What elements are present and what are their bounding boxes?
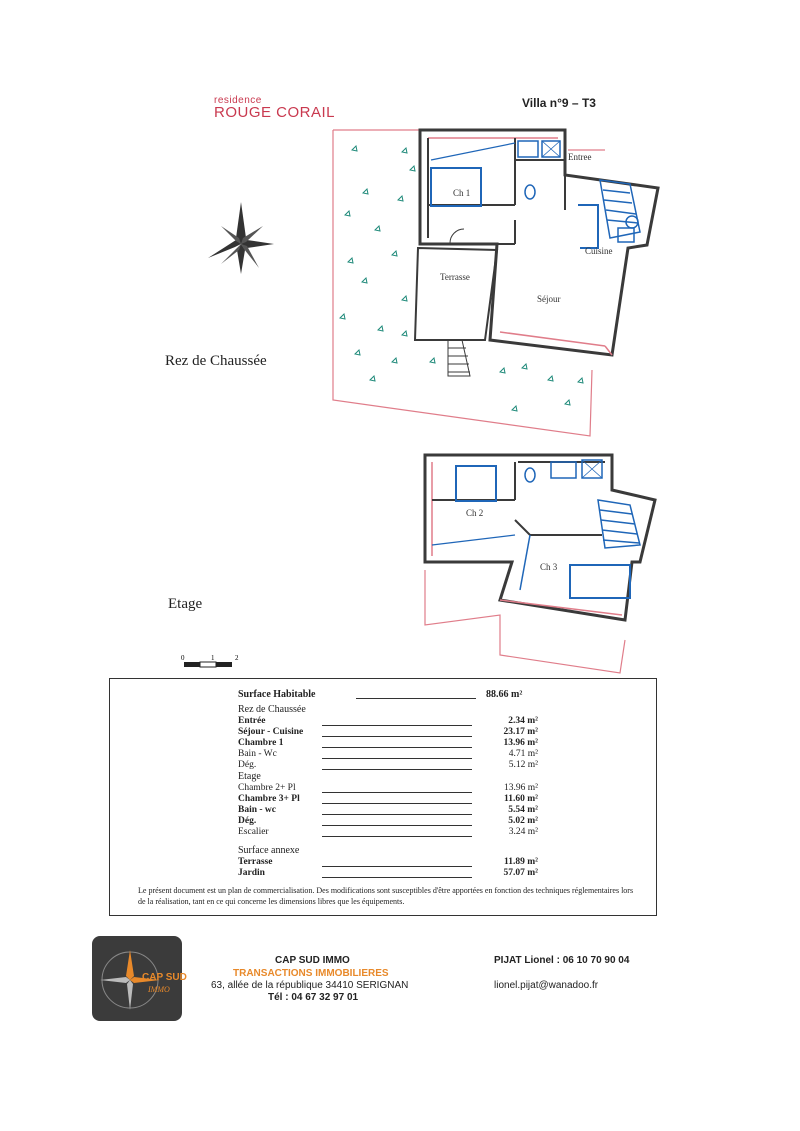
brand-small-text: residence xyxy=(214,95,262,106)
ground-row-label: Chambre 1 xyxy=(238,738,284,748)
annex-row-value: 11.89 m² xyxy=(504,857,538,867)
scale-tick-0: 0 xyxy=(181,654,185,662)
surface-table xyxy=(109,678,657,916)
agency-tagline: TRANSACTIONS IMMOBILIERES xyxy=(233,968,389,979)
contact-email: lionel.pijat@wanadoo.fr xyxy=(494,980,599,991)
annex-header: Surface annexe xyxy=(238,845,300,856)
ground-header: Rez de Chaussée xyxy=(238,704,306,715)
upper-floor-plan xyxy=(425,455,655,673)
upper-row-value: 5.54 m² xyxy=(508,805,538,815)
upper-row-label: Chambre 3+ Pl xyxy=(238,794,300,804)
room-label-terrasse: Terrasse xyxy=(440,272,470,282)
annex-row-label: Jardin xyxy=(238,868,265,878)
upper-row-leader-line xyxy=(322,836,472,837)
upper-row-label: Dég. xyxy=(238,816,257,826)
upper-row-label: Chambre 2+ Pl xyxy=(238,783,296,793)
room-label-ch1: Ch 1 xyxy=(453,188,471,198)
upper-header: Etage xyxy=(238,771,261,782)
habitable-label: Surface Habitable xyxy=(238,689,316,700)
agency-name: CAP SUD IMMO xyxy=(275,955,350,966)
scale-tick-2: 2 xyxy=(235,654,239,662)
upper-row-leader-line xyxy=(322,825,472,826)
annex-row-leader-line xyxy=(322,877,472,878)
room-label-ch3: Ch 3 xyxy=(540,562,558,572)
agency-address: 63, allée de la république 34410 SERIGNAN xyxy=(211,980,409,991)
upper-row-value: 3.24 m² xyxy=(508,827,538,837)
logo-subtext: IMMO xyxy=(148,985,170,994)
upper-row-leader-line xyxy=(322,814,472,815)
contact-name-phone: PIJAT Lionel : 06 10 70 90 04 xyxy=(494,955,630,966)
ground-row-leader-line xyxy=(322,736,472,737)
villa-title: Villa n°9 – T3 xyxy=(522,96,596,110)
upper-row-value: 11.60 m² xyxy=(504,794,538,804)
room-label-cuisine: Cuisine xyxy=(585,246,613,256)
compass-rose-icon xyxy=(208,202,274,274)
brand-title: ROUGE CORAIL xyxy=(214,104,336,121)
habitable-value: 88.66 m² xyxy=(486,689,523,700)
upper-row-leader-line xyxy=(322,803,472,804)
disclaimer-text: Le présent document est un plan de commercialisation. Des modifications sont susceptibles d'être apportées en fonction des techniques réglementaires lors de la réalisation, tant en ce qui concerne les dimensions libres que les équipements. xyxy=(138,886,634,906)
ground-row-leader-line xyxy=(322,769,472,770)
agency-phone: Tél : 04 67 32 97 01 xyxy=(268,992,359,1003)
ground-row-leader-line xyxy=(322,747,472,748)
room-label-sejour: Séjour xyxy=(537,294,561,304)
ground-floor-label: Rez de Chaussée xyxy=(165,353,267,369)
room-label-ch2: Ch 2 xyxy=(466,508,484,518)
agency-logo xyxy=(92,936,187,1021)
ground-row-value: 4.71 m² xyxy=(508,749,538,759)
upper-floor-label: Etage xyxy=(168,596,203,612)
ground-floor-plan xyxy=(333,130,658,436)
logo-text: CAP SUD xyxy=(142,972,187,983)
ground-row-label: Bain - Wc xyxy=(238,749,277,759)
ground-row-label: Dég. xyxy=(238,760,257,770)
annex-row-value: 57.07 m² xyxy=(503,868,538,878)
annex-row-leader-line xyxy=(322,866,472,867)
annex-row-label: Terrasse xyxy=(238,857,273,867)
ground-row-label: Séjour - Cuisine xyxy=(238,727,304,737)
ground-row-leader-line xyxy=(322,758,472,759)
ground-row-value: 2.34 m² xyxy=(508,716,538,726)
ground-row-value: 13.96 m² xyxy=(503,738,538,748)
upper-row-label: Bain - wc xyxy=(238,805,276,815)
ground-row-label: Entrée xyxy=(238,716,266,726)
upper-row-value: 13.96 m² xyxy=(504,783,538,793)
upper-row-leader-line xyxy=(322,792,472,793)
upper-row-label: Escalier xyxy=(238,827,269,837)
ground-row-leader-line xyxy=(322,725,472,726)
ground-row-value: 5.12 m² xyxy=(508,760,538,770)
ground-row-value: 23.17 m² xyxy=(503,727,538,737)
room-label-entree: Entree xyxy=(568,152,592,162)
upper-row-value: 5.02 m² xyxy=(508,816,538,826)
scale-tick-1: 1 xyxy=(211,654,215,662)
scale-bar xyxy=(181,654,239,667)
